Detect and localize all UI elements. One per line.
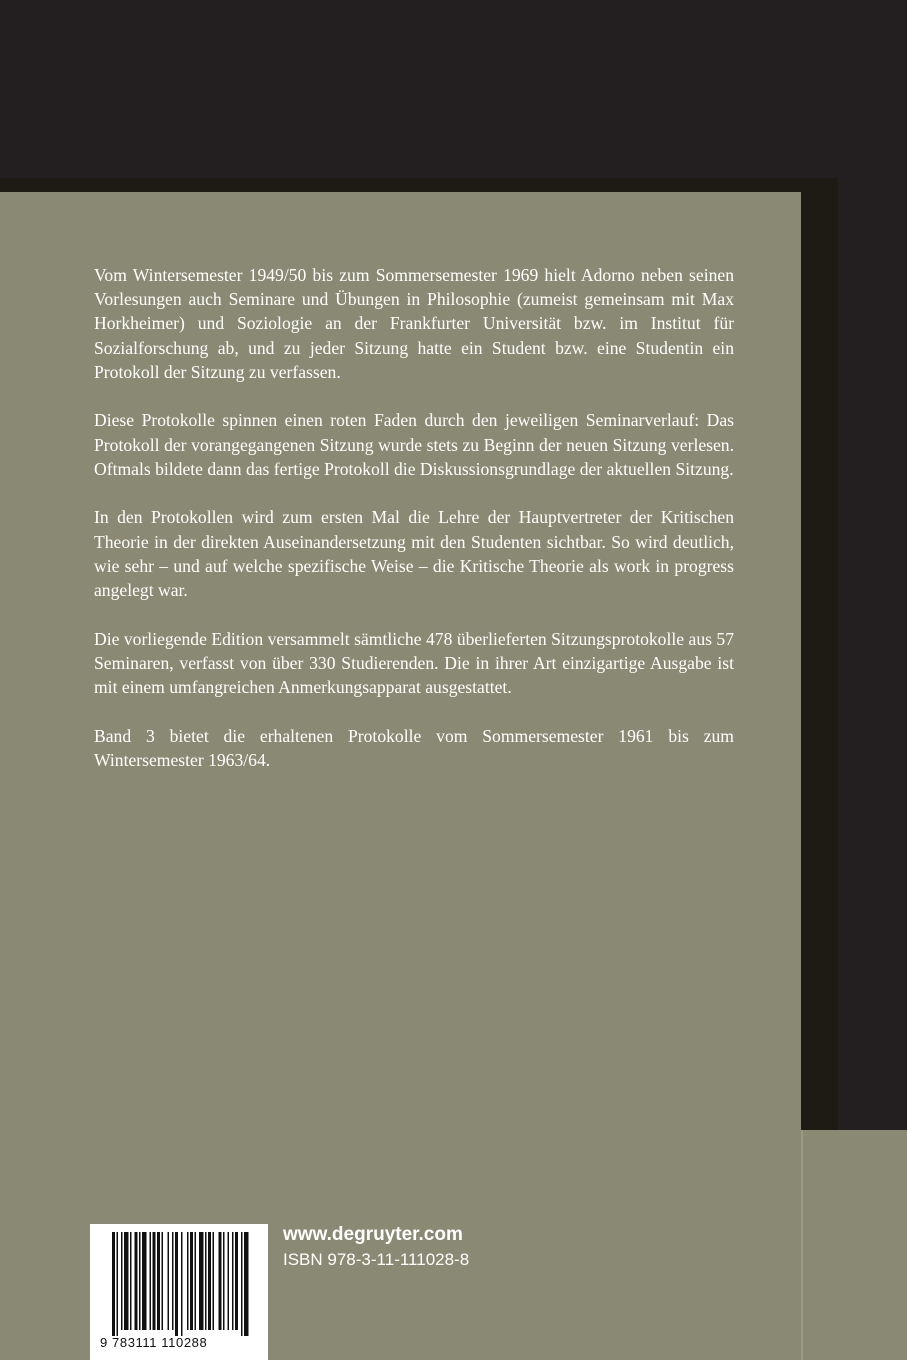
barcode-bar: [121, 1232, 123, 1330]
barcode-bar: [130, 1232, 132, 1330]
isbn: ISBN 978-3-11-111028-8: [283, 1250, 470, 1269]
barcode-bar: [232, 1232, 234, 1330]
barcode-bar: [181, 1232, 183, 1336]
barcode-bar: [213, 1232, 215, 1330]
barcode-bar: [139, 1232, 141, 1330]
barcode-bar: [157, 1232, 160, 1330]
barcode-bar: [135, 1232, 138, 1330]
barcode-bar: [187, 1232, 189, 1330]
barcode-bar: [223, 1232, 225, 1330]
barcode-bar: [117, 1232, 119, 1336]
barcode-bar: [241, 1232, 243, 1336]
barcode-bar: [205, 1232, 207, 1330]
barcode-bar: [162, 1232, 164, 1330]
barcode-bar: [219, 1232, 222, 1330]
barcode-bar: [235, 1232, 238, 1330]
barcode-bar: [199, 1232, 204, 1330]
barcode-bar: [150, 1232, 152, 1330]
barcode-bar: [112, 1232, 115, 1336]
blurb-paragraph: Vom Wintersemester 1949/50 bis zum Sommersemester 1969 hielt Adorno neben seinen Vorlesungen auch Seminare und Übungen in Philosophie (zumeist gemeinsam mit Max Horkheimer) und Soziologie an der Frankfurter Universität bzw. im Institut für Sozialforschung ab, und zu jeder Sitzung hatte ein Student bzw. eine Studentin ein Protokoll der Sitzung zu verfassen.: [94, 265, 734, 382]
barcode-digits: 9 783111 110288: [100, 1335, 208, 1350]
barcode-box: [90, 1224, 268, 1360]
barcode-bar: [208, 1232, 211, 1330]
barcode-bar: [172, 1232, 174, 1330]
blurb-paragraph: In den Protokollen wird zum ersten Mal die Lehre der Hauptvertreter der Kritischen Theorie in der direkten Auseinandersetzung mit den Studenten sichtbar. So wird deutlich, wie sehr – und auf welche spezifische Weise – die Kritische Theorie als work in progress angelegt war.: [94, 507, 734, 601]
blurb-paragraph: Diese Protokolle spinnen einen roten Faden durch den jeweiligen Seminarverlauf: Das Protokoll der vorangegangenen Sitzung wurde stets zu Beginn der neuen Sitzung verlesen. Oftmals bildete dann das fertige Protokoll die Diskussionsgrundlage der aktuellen Sitzung.: [94, 410, 734, 479]
blurb-paragraph: Die vorliegende Edition versammelt sämtliche 478 überlieferten Sitzungsprotokolle aus 57 Seminaren, verfasst von über 330 Studierenden. Die in ihrer Art einzigartige Ausgabe ist mit einem umfangreichen Anmerkungsapparat ausgestattet.: [94, 628, 734, 698]
barcode-bar: [168, 1232, 170, 1330]
barcode-bar: [153, 1232, 156, 1330]
cover-edge: [801, 1130, 803, 1360]
barcode-bar: [175, 1232, 178, 1336]
blurb-paragraph: Band 3 bietet die erhaltenen Protokolle vom Sommersemester 1961 bis zum Wintersemester 1963/64.: [94, 725, 734, 770]
barcode-bar: [124, 1232, 129, 1330]
blurb-text: [94, 263, 734, 796]
barcode-bar: [190, 1232, 193, 1330]
publisher-url: www.degruyter.com: [283, 1224, 463, 1245]
barcode-bar: [244, 1232, 249, 1336]
barcode-bar: [228, 1232, 230, 1330]
barcode-bar: [142, 1232, 147, 1330]
barcode-bar: [195, 1232, 197, 1330]
